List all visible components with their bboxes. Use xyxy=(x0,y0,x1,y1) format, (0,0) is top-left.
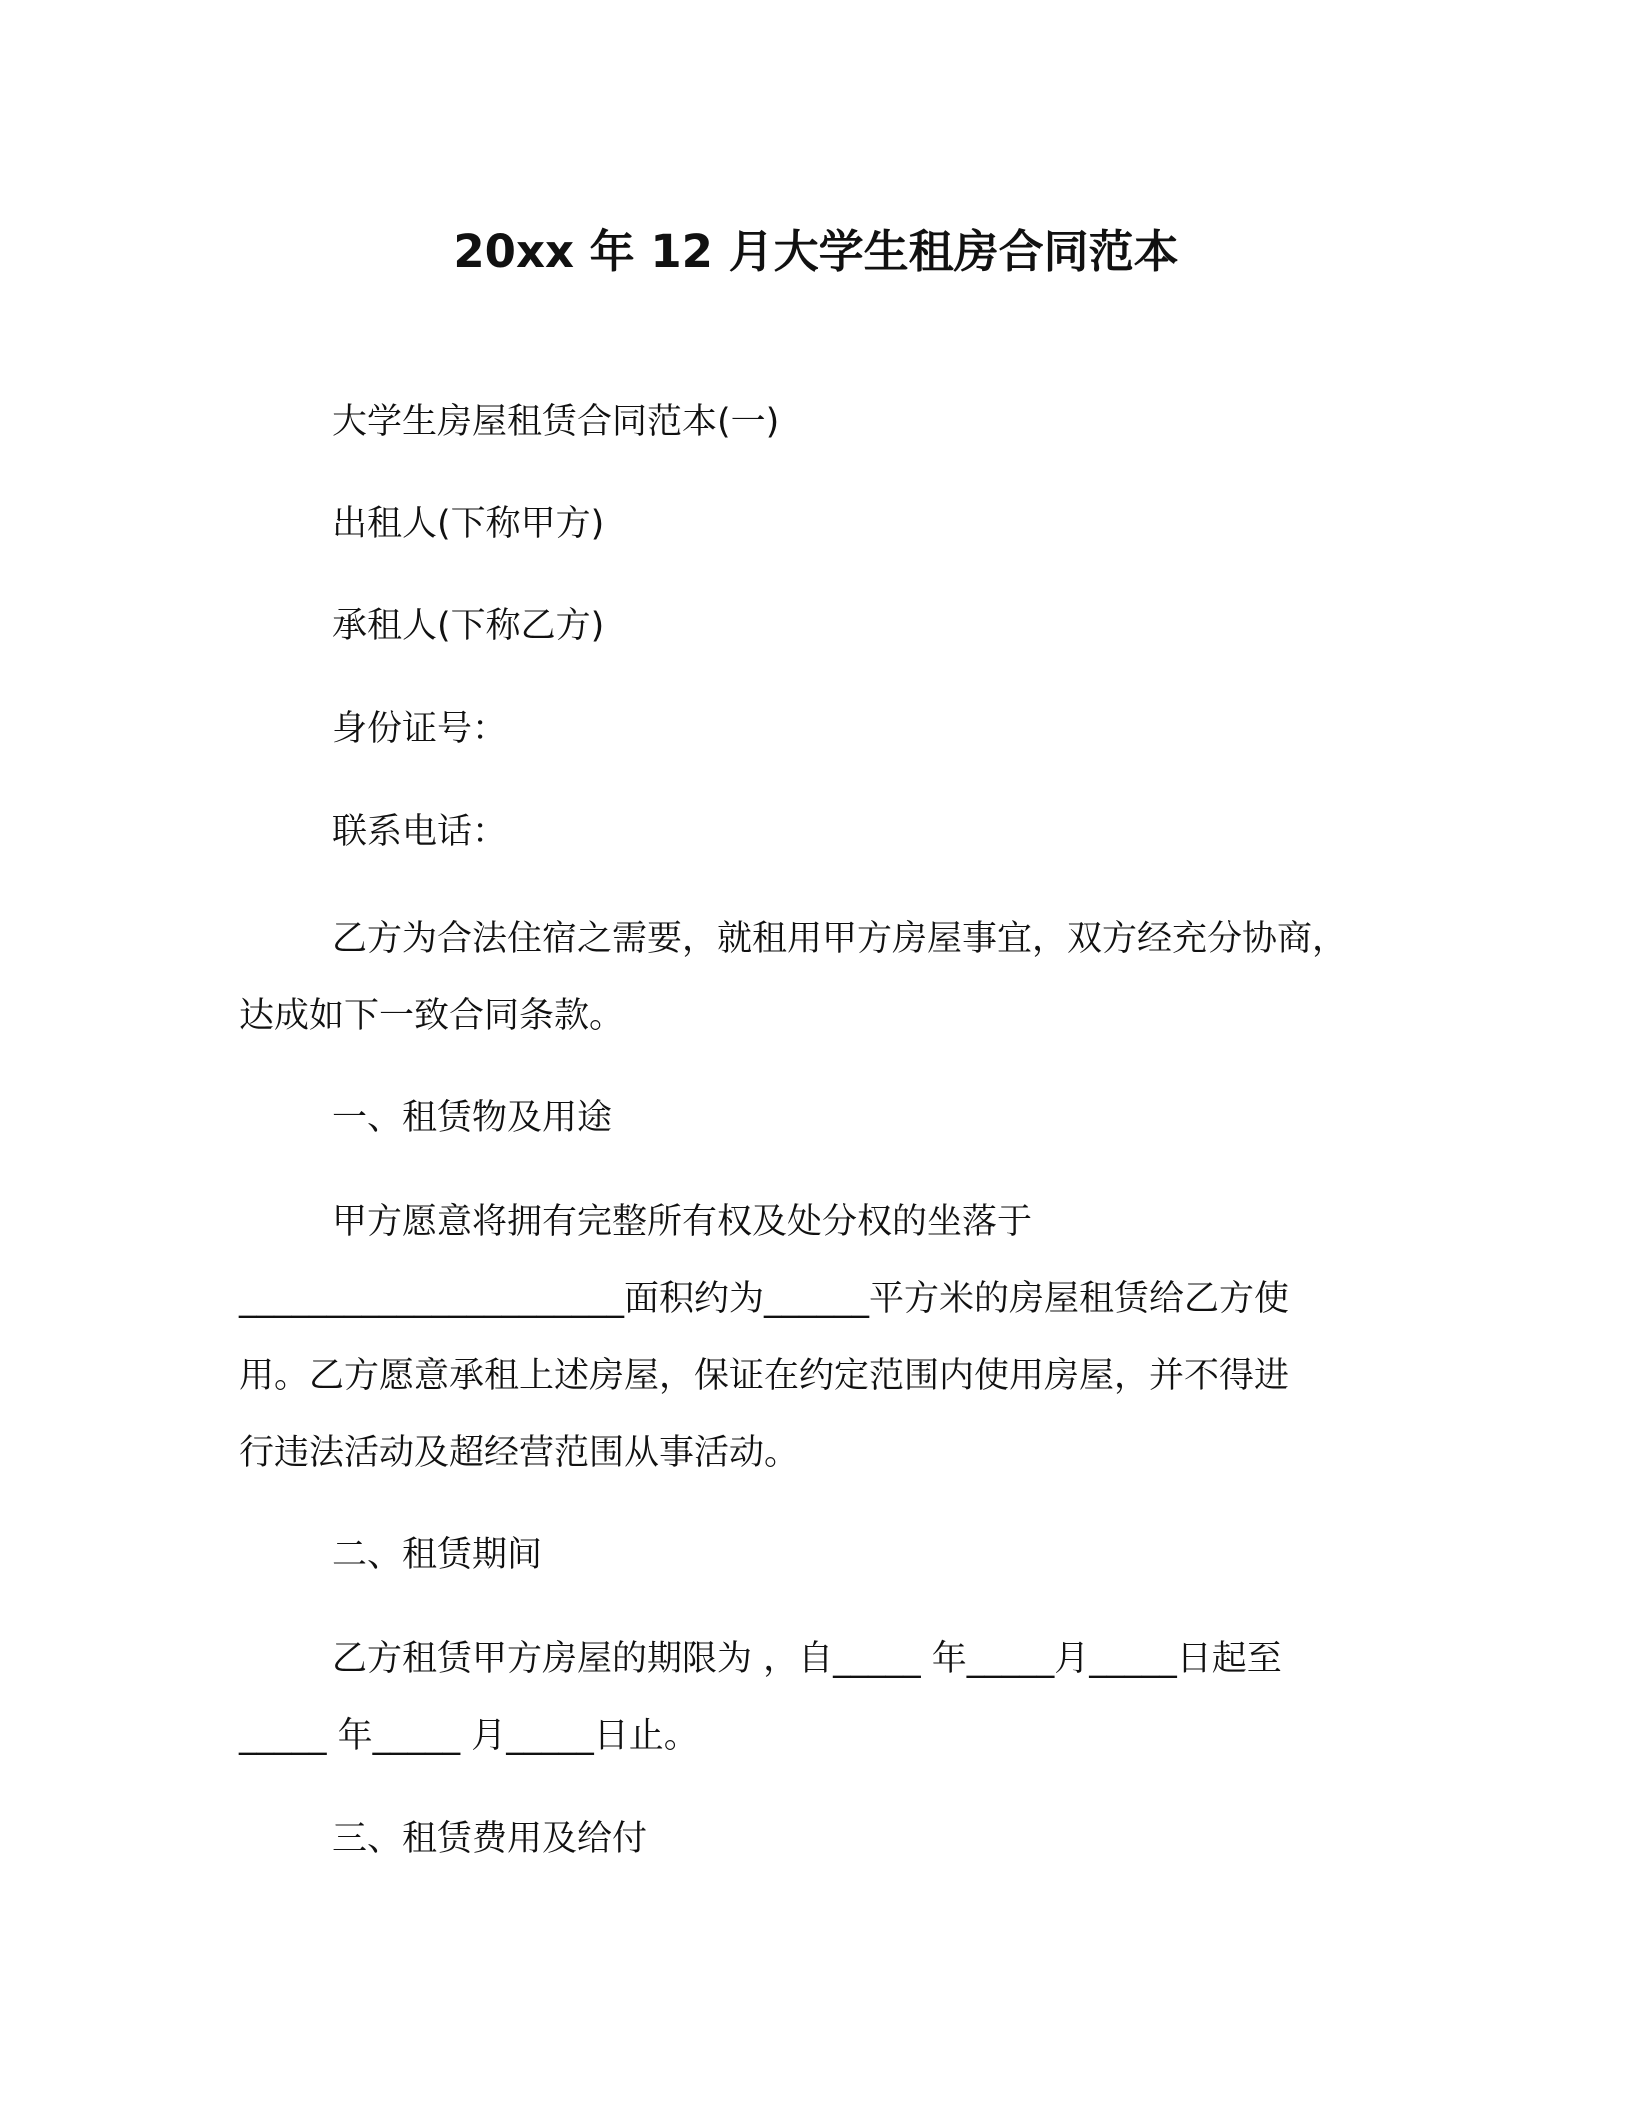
document-title: 20xx 年 12 月大学生租房合同范本 xyxy=(453,225,1179,278)
preamble-line-2: 达成如下一致合同条款。 xyxy=(239,996,625,1036)
contract-subtitle: 大学生房屋租赁合同范本(一) xyxy=(332,402,780,442)
lessor-line: 出租人(下称甲方) xyxy=(332,504,605,544)
section-3-heading: 三、租赁费用及给付 xyxy=(332,1819,648,1859)
section-1-heading: 一、租赁物及用途 xyxy=(332,1098,613,1138)
lessee-line: 承租人(下称乙方) xyxy=(332,606,605,646)
preamble-line-1: 乙方为合法住宿之需要，就租用甲方房屋事宜，双方经充分协商， xyxy=(332,919,1348,959)
section-2-heading: 二、租赁期间 xyxy=(332,1535,543,1575)
section-1-text-line-2: ______________________面积约为______平方米的房屋租赁给乙方使 xyxy=(239,1279,1290,1319)
section-2-text-line-1: 乙方租赁甲方房屋的期限为 ，自_____ 年_____月_____日起至 xyxy=(332,1639,1282,1679)
section-1-text-line-4: 行违法活动及超经营范围从事活动。 xyxy=(239,1433,800,1473)
section-1-text-line-1: 甲方愿意将拥有完整所有权及处分权的坐落于 xyxy=(332,1202,1033,1242)
id-number-line: 身份证号： xyxy=(332,709,508,749)
section-2-text-line-2: _____ 年_____ 月_____日止。 xyxy=(239,1716,699,1756)
phone-line: 联系电话： xyxy=(332,812,508,852)
section-1-text-line-3: 用。乙方愿意承租上述房屋，保证在约定范围内使用房屋，并不得进 xyxy=(239,1356,1290,1396)
